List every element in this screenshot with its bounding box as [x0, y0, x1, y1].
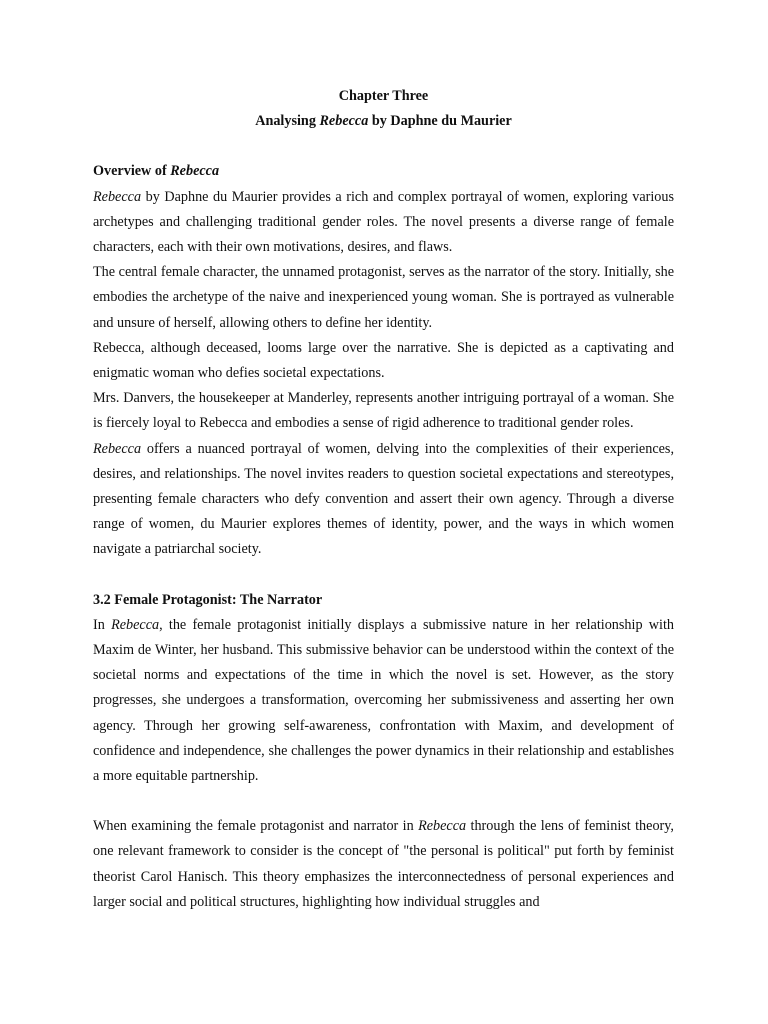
paragraph-spacer [93, 789, 674, 814]
overview-p5-italic: Rebecca [93, 440, 142, 457]
section-32-paragraph-1 [93, 613, 674, 789]
overview-paragraph-4 [93, 386, 674, 436]
overview-heading-italic: Rebecca [170, 163, 220, 180]
section-32-p2-italic: Rebecca [418, 818, 467, 835]
overview-paragraph-5 [93, 437, 674, 563]
section-32-p1-prefix: In [93, 616, 112, 633]
section-32-p1-italic: Rebecca [111, 616, 160, 633]
overview-p4-text: Mrs. Danvers, the housekeeper at Manderley, represents another intriguing portrayal of a woman. She is fiercely loyal to Rebecca and embodies a sense of rigid adherence to traditional gender roles. [93, 390, 674, 432]
section-32-paragraph-2 [93, 814, 674, 915]
section-spacer [93, 563, 674, 588]
chapter-title-suffix: by Daphne du Maurier [368, 113, 512, 130]
section-32-p2-text: through the lens of feminist theory, one relevant framework to consider is the concept of "the personal is political" put forth by feminist theorist Carol Hanisch. This theory emphasizes the interconnectedness of personal experiences and larger social and political structures, highlighting how individual struggles and [93, 818, 674, 910]
chapter-title [93, 109, 674, 134]
overview-paragraph-2 [93, 260, 674, 336]
overview-heading [93, 159, 674, 184]
overview-paragraph-1 [93, 185, 674, 261]
document-page [93, 84, 674, 915]
overview-p1-italic: Rebecca [93, 188, 142, 205]
overview-heading-prefix: Overview of [93, 163, 171, 180]
section-32-p1-text: , the female protagonist initially displays a submissive nature in her relationship with Maxim de Winter, her husband. This submissive behavior can be understood within the context of the societal norms and expectations of the time in which the novel is set. However, as the story progresses, she undergoes a transformation, overcoming her submissiveness and asserting her own agency. Through her growing self-awareness, confrontation with Maxim, and development of confidence and independence, she challenges the power dynamics in their relationship and establishes a more equitable partnership. [93, 616, 674, 785]
chapter-title-italic: Rebecca [319, 113, 369, 130]
overview-p1-text: by Daphne du Maurier provides a rich and complex portrayal of women, exploring various archetypes and challenging traditional gender roles. The novel presents a diverse range of female characters, each with their own motivations, desires, and flaws. [93, 188, 674, 256]
overview-p5-text: offers a nuanced portrayal of women, delving into the complexities of their experiences, desires, and relationships. The novel invites readers to question societal expectations and stereotypes, presenting female characters who defy convention and assert their own agency. Through a diverse range of women, du Maurier explores themes of identity, power, and the ways in which women navigate a patriarchal society. [93, 440, 674, 558]
chapter-label-text: Chapter Three [338, 88, 429, 104]
section-32-heading-text: 3.2 Female Protagonist: The Narrator [93, 591, 323, 608]
chapter-title-prefix: Analysing [255, 113, 320, 130]
section-32-p2-prefix: When examining the female protagonist and narrator in [93, 818, 419, 835]
overview-p3-text: Rebecca, although deceased, looms large over the narrative. She is depicted as a captivating and enigmatic woman who defies societal expectations. [93, 339, 674, 382]
overview-p2-text: The central female character, the unnamed protagonist, serves as the narrator of the story. Initially, she embodies the archetype of the naive and inexperienced young woman. She is portrayed as vulnerable and unsure of herself, allowing others to define her identity. [93, 264, 674, 331]
overview-paragraph-3 [93, 336, 674, 386]
chapter-label [93, 84, 674, 109]
section-32-heading [93, 588, 674, 613]
